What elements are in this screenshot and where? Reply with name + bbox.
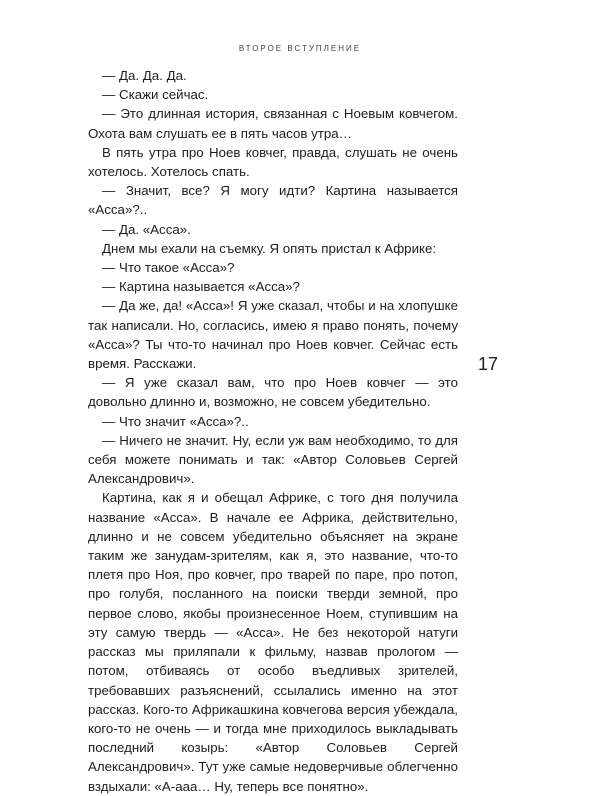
paragraph: — Картина называется «Асса»? [102, 279, 300, 295]
paragraph: — Ничего не значит. Ну, если уж вам необходимо, то для себя можете понимать и так: «Автор Соловьев Сергей Александрович». [88, 432, 458, 487]
page-number: 17 [478, 354, 499, 374]
paragraph: — Да. Да. Да. [102, 68, 187, 83]
paragraph: — Я уже сказал вам, что про Ноев ковчег — это довольно длинно и, возможно, не совсем убедительно. [88, 375, 458, 410]
running-head: ВТОРОЕ ВСТУПЛЕНИЕ [238, 44, 362, 53]
paragraph: — Скажи сейчас. [102, 87, 209, 103]
paragraph: Картина, как я и обещал Африке, с того дня получила название «Асса». В начале ее Африка, действительно, длинно и не совсем убедительно объясняет на экране таким же занудам-зрителям, как я, это название, что-то плетя про Ноя, про ковчег, про тварей по паре, про потоп, про голубя, посланного на поиски тверди земной, про первое слово, якобы произнесенное Ноем, ступившим на эту самую твердь — «Асса». Не без некоторой натуги рассказ мы приляпали к фильму, назвав прологом — потом, отбиваясь от особо въедливых зрителей, требовавших разъяснений, ссылались именно на этот рассказ. Кого-то Африкашкина ковчегова версия убеждала, кого-то не очень — и тогда мне приходилось выкладывать последний козырь: «Автор Соловьев Сергей Александрович». Тут уже самые недоверчивые облегченно вздыхали: «А-ааа… Ну, теперь все понятно». [88, 490, 458, 794]
paragraph: Днем мы ехали на съемку. Я опять пристал к Африке: [102, 240, 437, 256]
paragraph: — Да. «Асса». [102, 221, 191, 237]
paragraph: — Что значит «Асса»?.. [102, 413, 249, 429]
body-text [88, 66, 458, 796]
paragraph: — Что такое «Асса»? [102, 260, 235, 276]
paragraph: — Да же, да! «Асса»! Я уже сказал, чтобы и на хлопушке так написали. Но, согласись, имею я право понять, почему «Асса»? Ты что-то начинал про Ноев ковчег. Сейчас есть время. Расскажи. [88, 298, 458, 372]
paragraph: В пять утра про Ноев ковчег, правда, слушать не очень хотелось. Хотелось спать. [88, 144, 458, 180]
paragraph: — Это длинная история, связанная с Ноевым ковчегом. Охота вам слушать ее в пять часов утра… [88, 106, 458, 141]
paragraph: — Значит, все? Я могу идти? Картина называется «Асса»?.. [88, 183, 458, 218]
